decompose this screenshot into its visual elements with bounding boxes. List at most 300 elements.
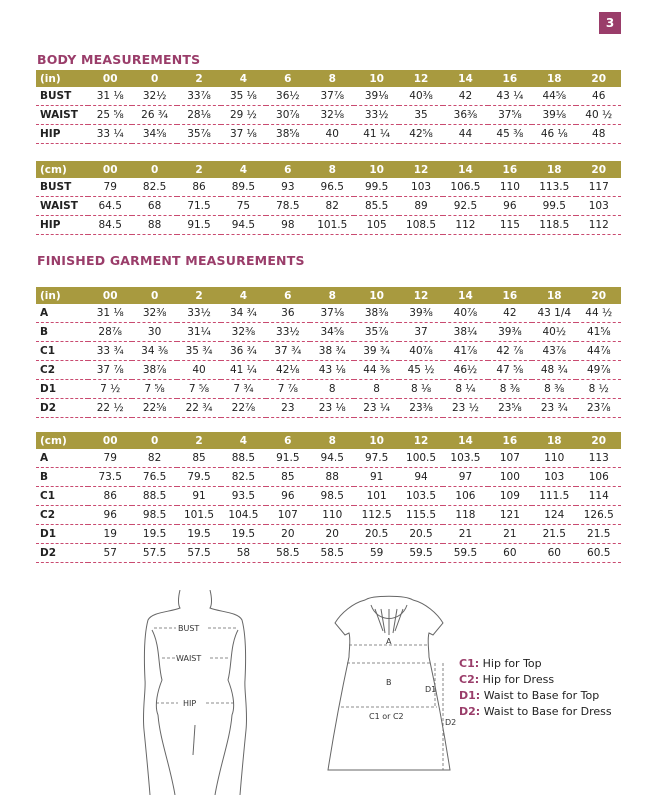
measurement-cell: 82.5 bbox=[132, 178, 176, 197]
measurement-cell: 42 ⅞ bbox=[488, 342, 532, 361]
measurement-cell: 91.5 bbox=[177, 216, 221, 235]
size-header: 10 bbox=[354, 287, 398, 304]
table-row bbox=[36, 87, 621, 106]
measurement-cell: 40½ bbox=[532, 323, 576, 342]
measurement-cell: 37⅝ bbox=[488, 106, 532, 125]
size-header: 12 bbox=[399, 287, 443, 304]
measurement-cell: 107 bbox=[266, 506, 310, 525]
measurement-cell: 21 bbox=[488, 525, 532, 544]
measurement-cell: 89.5 bbox=[221, 178, 265, 197]
garment-legend bbox=[459, 656, 612, 720]
size-header: 14 bbox=[443, 432, 487, 449]
measurement-cell: 112 bbox=[576, 216, 621, 235]
measurement-cell: 19 bbox=[88, 525, 132, 544]
measurement-cell: 39⅛ bbox=[532, 106, 576, 125]
size-header: 6 bbox=[266, 70, 310, 87]
row-label: B bbox=[36, 468, 88, 487]
measurement-cell: 38⅞ bbox=[132, 361, 176, 380]
garment-d1-label: D1 bbox=[425, 685, 437, 694]
measurement-cell: 39 ¾ bbox=[354, 342, 398, 361]
measurement-cell: 31 ⅛ bbox=[88, 304, 132, 323]
body-measurements-inches-table bbox=[36, 70, 621, 144]
measurement-cell: 85 bbox=[266, 468, 310, 487]
measurement-cell: 43 ⅛ bbox=[310, 361, 354, 380]
size-header: 10 bbox=[354, 70, 398, 87]
measurement-cell: 103 bbox=[532, 468, 576, 487]
measurement-cell: 20.5 bbox=[354, 525, 398, 544]
hip-label: HIP bbox=[183, 699, 197, 708]
size-header: 14 bbox=[443, 287, 487, 304]
page-number: 3 bbox=[599, 12, 621, 34]
table-row bbox=[36, 487, 621, 506]
row-label: BUST bbox=[36, 178, 88, 197]
measurement-cell: 112 bbox=[443, 216, 487, 235]
measurement-cell: 73.5 bbox=[88, 468, 132, 487]
measurement-cell: 113 bbox=[576, 449, 621, 468]
measurement-cell: 108.5 bbox=[399, 216, 443, 235]
size-header: 2 bbox=[177, 287, 221, 304]
measurement-cell: 82 bbox=[310, 197, 354, 216]
row-label: HIP bbox=[36, 125, 88, 144]
size-header: 2 bbox=[177, 70, 221, 87]
measurement-cell: 105 bbox=[354, 216, 398, 235]
measurement-cell: 39⅜ bbox=[488, 323, 532, 342]
row-label: C2 bbox=[36, 361, 88, 380]
measurement-cell: 115.5 bbox=[399, 506, 443, 525]
measurement-cell: 37⅞ bbox=[310, 87, 354, 106]
measurement-cell: 100 bbox=[488, 468, 532, 487]
measurement-cell: 34⅝ bbox=[310, 323, 354, 342]
measurement-cell: 113.5 bbox=[532, 178, 576, 197]
measurement-cell: 32½ bbox=[132, 87, 176, 106]
size-header: 8 bbox=[310, 161, 354, 178]
size-header: 6 bbox=[266, 161, 310, 178]
measurement-cell: 88 bbox=[132, 216, 176, 235]
measurement-cell: 33½ bbox=[266, 323, 310, 342]
size-header: 8 bbox=[310, 287, 354, 304]
measurement-cell: 37 ¾ bbox=[266, 342, 310, 361]
measurement-cell: 58.5 bbox=[266, 544, 310, 563]
measurement-cell: 91 bbox=[354, 468, 398, 487]
measurement-cell: 99.5 bbox=[354, 178, 398, 197]
measurement-cell: 79 bbox=[88, 449, 132, 468]
measurement-cell: 96 bbox=[266, 487, 310, 506]
measurement-cell: 23 ¼ bbox=[354, 399, 398, 418]
table-row bbox=[36, 342, 621, 361]
finished-garment-cm-table bbox=[36, 432, 621, 563]
measurement-cell: 21.5 bbox=[576, 525, 621, 544]
garment-figure bbox=[325, 595, 460, 780]
measurement-cell: 79 bbox=[88, 178, 132, 197]
measurement-cell: 106 bbox=[576, 468, 621, 487]
size-header: 14 bbox=[443, 70, 487, 87]
measurement-cell: 46 bbox=[576, 87, 621, 106]
measurement-cell: 41 ¼ bbox=[221, 361, 265, 380]
measurement-cell: 8 ⅛ bbox=[399, 380, 443, 399]
row-label: HIP bbox=[36, 216, 88, 235]
unit-header: (cm) bbox=[36, 432, 88, 449]
measurement-cell: 32⅛ bbox=[310, 106, 354, 125]
measurement-cell: 57.5 bbox=[177, 544, 221, 563]
measurement-cell: 40 ½ bbox=[576, 106, 621, 125]
measurement-cell: 40 bbox=[310, 125, 354, 144]
table-row bbox=[36, 506, 621, 525]
measurement-cell: 8 ⅜ bbox=[532, 380, 576, 399]
measurement-cell: 96 bbox=[88, 506, 132, 525]
measurement-cell: 101.5 bbox=[310, 216, 354, 235]
measurement-cell: 58 bbox=[221, 544, 265, 563]
measurement-cell: 79.5 bbox=[177, 468, 221, 487]
measurement-cell: 35 bbox=[399, 106, 443, 125]
measurement-cell: 8 bbox=[354, 380, 398, 399]
measurement-cell: 23⅜ bbox=[399, 399, 443, 418]
size-header: 00 bbox=[88, 287, 132, 304]
measurement-cell: 35 ¾ bbox=[177, 342, 221, 361]
body-figure bbox=[130, 590, 260, 795]
measurement-cell: 36½ bbox=[266, 87, 310, 106]
measurement-cell: 28⅛ bbox=[177, 106, 221, 125]
measurement-cell: 25 ⅝ bbox=[88, 106, 132, 125]
finished-garment-title: FINISHED GARMENT MEASUREMENTS bbox=[37, 253, 305, 268]
table-row bbox=[36, 304, 621, 323]
measurement-cell: 40 bbox=[177, 361, 221, 380]
measurement-cell: 23 ½ bbox=[443, 399, 487, 418]
legend-item: C1: Hip for Top bbox=[459, 657, 542, 670]
measurement-cell: 98 bbox=[266, 216, 310, 235]
measurement-cell: 59 bbox=[354, 544, 398, 563]
waist-label: WAIST bbox=[176, 654, 202, 663]
size-header: 12 bbox=[399, 70, 443, 87]
measurement-cell: 96.5 bbox=[310, 178, 354, 197]
measurement-cell: 19.5 bbox=[221, 525, 265, 544]
measurement-cell: 110 bbox=[488, 178, 532, 197]
measurement-cell: 7 ¾ bbox=[221, 380, 265, 399]
measurement-cell: 23 ⅛ bbox=[310, 399, 354, 418]
measurement-cell: 60 bbox=[532, 544, 576, 563]
size-header: 00 bbox=[88, 70, 132, 87]
size-header: 16 bbox=[488, 287, 532, 304]
measurement-cell: 91 bbox=[177, 487, 221, 506]
table-row bbox=[36, 399, 621, 418]
size-header: 8 bbox=[310, 432, 354, 449]
measurement-cell: 34 ⅜ bbox=[132, 342, 176, 361]
measurement-cell: 85.5 bbox=[354, 197, 398, 216]
size-header: 4 bbox=[221, 287, 265, 304]
measurement-cell: 33 ¼ bbox=[88, 125, 132, 144]
garment-c-label: C1 or C2 bbox=[369, 712, 404, 721]
measurement-cell: 20 bbox=[310, 525, 354, 544]
measurement-cell: 57 bbox=[88, 544, 132, 563]
measurement-cell: 118 bbox=[443, 506, 487, 525]
size-header: 16 bbox=[488, 432, 532, 449]
measurement-cell: 33⅞ bbox=[177, 87, 221, 106]
table-row bbox=[36, 468, 621, 487]
measurement-cell: 48 ¾ bbox=[532, 361, 576, 380]
measurement-cell: 7 ½ bbox=[88, 380, 132, 399]
garment-a-label: A bbox=[386, 637, 392, 646]
size-header: 12 bbox=[399, 432, 443, 449]
measurement-cell: 35⅞ bbox=[177, 125, 221, 144]
measurement-cell: 29 ½ bbox=[221, 106, 265, 125]
measurement-cell: 31¼ bbox=[177, 323, 221, 342]
measurement-cell: 19.5 bbox=[177, 525, 221, 544]
measurement-cell: 94 bbox=[399, 468, 443, 487]
measurement-cell: 91.5 bbox=[266, 449, 310, 468]
size-header: 20 bbox=[576, 70, 621, 87]
size-header: 10 bbox=[354, 432, 398, 449]
measurement-cell: 86 bbox=[88, 487, 132, 506]
measurement-cell: 39⅜ bbox=[399, 304, 443, 323]
measurement-cell: 23 ¾ bbox=[532, 399, 576, 418]
measurement-cell: 126.5 bbox=[576, 506, 621, 525]
measurement-cell: 34⅝ bbox=[132, 125, 176, 144]
measurement-cell: 7 ⅝ bbox=[132, 380, 176, 399]
size-header: 2 bbox=[177, 432, 221, 449]
measurement-cell: 31 ⅛ bbox=[88, 87, 132, 106]
size-header: 10 bbox=[354, 161, 398, 178]
measurement-cell: 124 bbox=[532, 506, 576, 525]
measurement-cell: 7 ⅝ bbox=[177, 380, 221, 399]
size-header: 4 bbox=[221, 161, 265, 178]
measurement-cell: 39⅛ bbox=[354, 87, 398, 106]
size-header: 14 bbox=[443, 161, 487, 178]
measurement-cell: 33 ¾ bbox=[88, 342, 132, 361]
measurement-cell: 21.5 bbox=[532, 525, 576, 544]
measurement-cell: 85 bbox=[177, 449, 221, 468]
measurement-cell: 92.5 bbox=[443, 197, 487, 216]
measurement-cell: 42 bbox=[443, 87, 487, 106]
row-label: A bbox=[36, 449, 88, 468]
size-header: 18 bbox=[532, 161, 576, 178]
garment-b-label: B bbox=[386, 678, 392, 687]
measurement-cell: 33½ bbox=[177, 304, 221, 323]
measurement-cell: 114 bbox=[576, 487, 621, 506]
measurement-cell: 84.5 bbox=[88, 216, 132, 235]
measurement-cell: 40⅞ bbox=[399, 342, 443, 361]
row-label: C1 bbox=[36, 342, 88, 361]
measurement-cell: 75 bbox=[221, 197, 265, 216]
measurement-cell: 101.5 bbox=[177, 506, 221, 525]
measurement-cell: 98.5 bbox=[132, 506, 176, 525]
measurement-cell: 43⅞ bbox=[532, 342, 576, 361]
measurement-cell: 42⅝ bbox=[399, 125, 443, 144]
measurement-cell: 93.5 bbox=[221, 487, 265, 506]
row-label: D2 bbox=[36, 544, 88, 563]
measurement-cell: 22 ¾ bbox=[177, 399, 221, 418]
size-header: 6 bbox=[266, 432, 310, 449]
measurement-cell: 103 bbox=[576, 197, 621, 216]
measurement-cell: 68 bbox=[132, 197, 176, 216]
row-label: BUST bbox=[36, 87, 88, 106]
measurement-cell: 110 bbox=[310, 506, 354, 525]
measurement-cell: 94.5 bbox=[310, 449, 354, 468]
measurement-cell: 26 ¾ bbox=[132, 106, 176, 125]
measurement-cell: 32⅜ bbox=[221, 323, 265, 342]
measurement-cell: 46 ⅛ bbox=[532, 125, 576, 144]
measurement-cell: 37 ⅞ bbox=[88, 361, 132, 380]
measurement-cell: 44⅞ bbox=[576, 342, 621, 361]
measurement-cell: 100.5 bbox=[399, 449, 443, 468]
row-label: B bbox=[36, 323, 88, 342]
measurement-cell: 41⅝ bbox=[576, 323, 621, 342]
measurement-cell: 89 bbox=[399, 197, 443, 216]
finished-garment-inches-table bbox=[36, 287, 621, 418]
measurement-cell: 60 bbox=[488, 544, 532, 563]
measurement-cell: 44 ½ bbox=[576, 304, 621, 323]
measurement-cell: 38¼ bbox=[443, 323, 487, 342]
bust-label: BUST bbox=[178, 624, 200, 633]
measurement-cell: 48 bbox=[576, 125, 621, 144]
row-label: C1 bbox=[36, 487, 88, 506]
size-header: 4 bbox=[221, 70, 265, 87]
legend-item: D1: Waist to Base for Top bbox=[459, 689, 600, 702]
measurement-cell: 38⅝ bbox=[266, 125, 310, 144]
measurement-cell: 37 ⅛ bbox=[221, 125, 265, 144]
table-row bbox=[36, 380, 621, 399]
measurement-cell: 94.5 bbox=[221, 216, 265, 235]
measurement-cell: 40⅜ bbox=[399, 87, 443, 106]
measurement-cell: 38⅜ bbox=[354, 304, 398, 323]
measurement-cell: 28⅞ bbox=[88, 323, 132, 342]
measurement-cell: 82 bbox=[132, 449, 176, 468]
measurement-cell: 107 bbox=[488, 449, 532, 468]
size-header: 18 bbox=[532, 432, 576, 449]
measurement-cell: 20 bbox=[266, 525, 310, 544]
table-row bbox=[36, 197, 621, 216]
unit-header: (in) bbox=[36, 287, 88, 304]
row-label: A bbox=[36, 304, 88, 323]
measurement-cell: 44 ⅜ bbox=[354, 361, 398, 380]
measurement-cell: 59.5 bbox=[443, 544, 487, 563]
measurement-cell: 40⅞ bbox=[443, 304, 487, 323]
measurement-cell: 86 bbox=[177, 178, 221, 197]
measurement-cell: 103.5 bbox=[399, 487, 443, 506]
measurement-cell: 33½ bbox=[354, 106, 398, 125]
measurement-cell: 93 bbox=[266, 178, 310, 197]
measurement-cell: 110 bbox=[532, 449, 576, 468]
measurement-cell: 98.5 bbox=[310, 487, 354, 506]
garment-d2-label: D2 bbox=[445, 718, 457, 727]
size-header: 4 bbox=[221, 432, 265, 449]
measurement-cell: 21 bbox=[443, 525, 487, 544]
body-measurements-title: BODY MEASUREMENTS bbox=[37, 52, 201, 67]
row-label: D2 bbox=[36, 399, 88, 418]
measurement-cell: 23 bbox=[266, 399, 310, 418]
measurement-cell: 22 ½ bbox=[88, 399, 132, 418]
measurement-cell: 101 bbox=[354, 487, 398, 506]
body-measurements-cm-table bbox=[36, 161, 621, 235]
measurement-cell: 43 1/4 bbox=[532, 304, 576, 323]
measurement-cell: 41⅞ bbox=[443, 342, 487, 361]
size-header: 16 bbox=[488, 161, 532, 178]
measurement-cell: 115 bbox=[488, 216, 532, 235]
measurement-cell: 58.5 bbox=[310, 544, 354, 563]
measurement-cell: 76.5 bbox=[132, 468, 176, 487]
measurement-cell: 121 bbox=[488, 506, 532, 525]
measurement-cell: 38 ¾ bbox=[310, 342, 354, 361]
size-header: 0 bbox=[132, 70, 176, 87]
measurement-cell: 35⅞ bbox=[354, 323, 398, 342]
measurement-cell: 45 ½ bbox=[399, 361, 443, 380]
measurement-cell: 71.5 bbox=[177, 197, 221, 216]
size-header: 6 bbox=[266, 287, 310, 304]
table-row bbox=[36, 525, 621, 544]
measurement-cell: 109 bbox=[488, 487, 532, 506]
measurement-cell: 23⅝ bbox=[488, 399, 532, 418]
measurement-cell: 8 ⅜ bbox=[488, 380, 532, 399]
measurement-cell: 37 bbox=[399, 323, 443, 342]
measurement-cell: 23⅞ bbox=[576, 399, 621, 418]
measurement-cell: 78.5 bbox=[266, 197, 310, 216]
size-header: 20 bbox=[576, 432, 621, 449]
measurement-cell: 30 bbox=[132, 323, 176, 342]
measurement-cell: 88.5 bbox=[132, 487, 176, 506]
measurement-cell: 103 bbox=[399, 178, 443, 197]
measurement-cell: 106 bbox=[443, 487, 487, 506]
table-row bbox=[36, 106, 621, 125]
size-header: 18 bbox=[532, 70, 576, 87]
measurement-cell: 41 ¼ bbox=[354, 125, 398, 144]
size-header: 12 bbox=[399, 161, 443, 178]
size-header: 8 bbox=[310, 70, 354, 87]
measurement-cell: 88.5 bbox=[221, 449, 265, 468]
measurement-cell: 32⅜ bbox=[132, 304, 176, 323]
measurement-cell: 97 bbox=[443, 468, 487, 487]
row-label: C2 bbox=[36, 506, 88, 525]
measurement-cell: 36 ¾ bbox=[221, 342, 265, 361]
measurement-cell: 64.5 bbox=[88, 197, 132, 216]
table-row bbox=[36, 125, 621, 144]
size-header: 18 bbox=[532, 287, 576, 304]
row-label: D1 bbox=[36, 380, 88, 399]
measurement-cell: 104.5 bbox=[221, 506, 265, 525]
size-header: 00 bbox=[88, 161, 132, 178]
measurement-cell: 118.5 bbox=[532, 216, 576, 235]
measurement-cell: 36 bbox=[266, 304, 310, 323]
size-header: 20 bbox=[576, 161, 621, 178]
measurement-cell: 47 ⅝ bbox=[488, 361, 532, 380]
legend-item: C2: Hip for Dress bbox=[459, 673, 555, 686]
measurement-cell: 19.5 bbox=[132, 525, 176, 544]
measurement-cell: 44 bbox=[443, 125, 487, 144]
measurement-cell: 22⅝ bbox=[132, 399, 176, 418]
row-label: WAIST bbox=[36, 197, 88, 216]
row-label: WAIST bbox=[36, 106, 88, 125]
measurement-cell: 106.5 bbox=[443, 178, 487, 197]
size-header: 0 bbox=[132, 161, 176, 178]
table-row bbox=[36, 216, 621, 235]
measurement-cell: 82.5 bbox=[221, 468, 265, 487]
size-header: 16 bbox=[488, 70, 532, 87]
measurement-cell: 20.5 bbox=[399, 525, 443, 544]
measurement-cell: 8 ½ bbox=[576, 380, 621, 399]
size-header: 00 bbox=[88, 432, 132, 449]
measurement-cell: 8 ¼ bbox=[443, 380, 487, 399]
unit-header: (in) bbox=[36, 70, 88, 87]
row-label: D1 bbox=[36, 525, 88, 544]
measurement-cell: 88 bbox=[310, 468, 354, 487]
size-header: 20 bbox=[576, 287, 621, 304]
measurement-cell: 44⅝ bbox=[532, 87, 576, 106]
measurement-cell: 30⅞ bbox=[266, 106, 310, 125]
legend-item: D2: Waist to Base for Dress bbox=[459, 705, 612, 718]
measurement-cell: 99.5 bbox=[532, 197, 576, 216]
measurement-cell: 96 bbox=[488, 197, 532, 216]
measurement-cell: 37⅛ bbox=[310, 304, 354, 323]
measurement-cell: 117 bbox=[576, 178, 621, 197]
measurement-cell: 36⅜ bbox=[443, 106, 487, 125]
measurement-cell: 42⅛ bbox=[266, 361, 310, 380]
